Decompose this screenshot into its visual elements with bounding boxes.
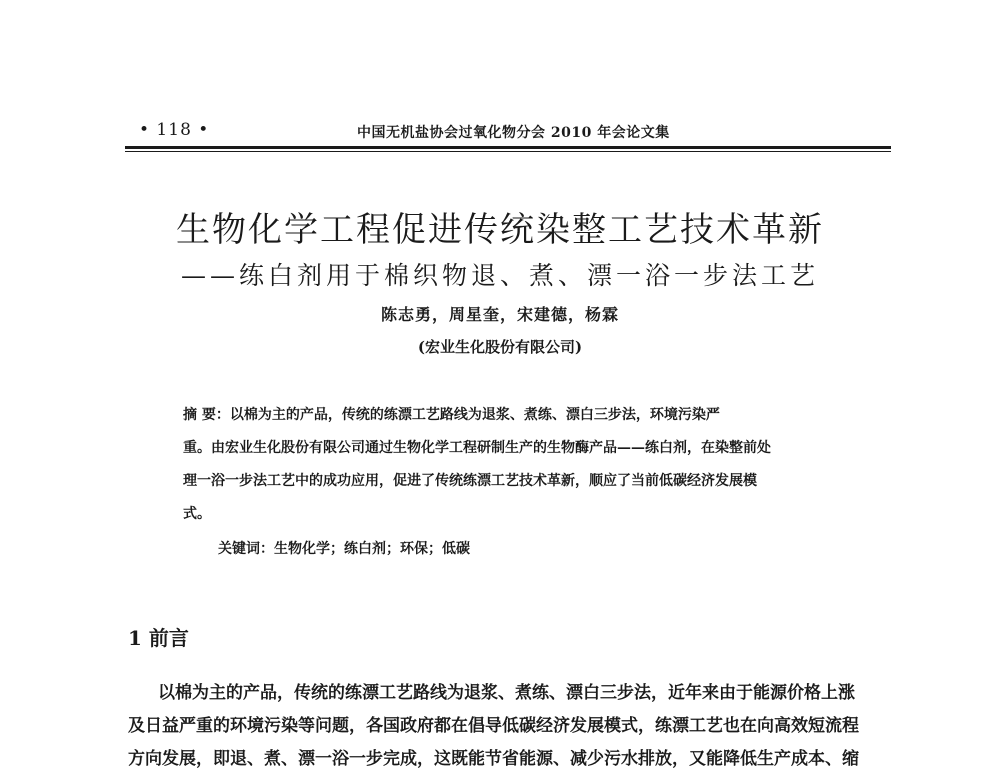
body-text-line: 及日益严重的环境污染等问题，各国政府都在倡导低碳经济发展模式，练漂工艺也在向高效短流程 — [128, 716, 859, 736]
header-rule-thick — [125, 146, 891, 149]
abstract-line: 摘 要：以棉为主的产品，传统的练漂工艺路线为退浆、煮练、漂白三步法，环境污染严 — [183, 407, 720, 423]
header-rule-thin — [125, 151, 891, 152]
keywords: 关键词：生物化学；练白剂；环保；低碳 — [218, 541, 470, 557]
abstract-line: 理一浴一步法工艺中的成功应用，促进了传统练漂工艺技术革新，顺应了当前低碳经济发展模 — [183, 473, 757, 489]
running-header-title: 中国无机盐协会过氧化物分会 2010 年会论文集 — [357, 125, 670, 141]
abstract-line: 重。由宏业生化股份有限公司通过生物化学工程研制生产的生物酶产品——练白剂，在染整前处 — [183, 440, 771, 456]
author-list: 陈志勇，周星奎，宋建德，杨霖 — [380, 305, 619, 324]
body-text-line: 方向发展，即退、煮、漂一浴一步完成，这既能节省能源、减少污水排放，又能降低生产成本、缩 — [128, 749, 859, 769]
article-title: 生物化学工程促进传统染整工艺技术革新 — [176, 210, 824, 250]
section-heading: 1 前言 — [128, 626, 189, 650]
article-subtitle: ——练白剂用于棉织物退、煮、漂一浴一步法工艺 — [180, 261, 819, 290]
page-number: • 118 • — [139, 120, 210, 140]
abstract-line: 式。 — [183, 506, 211, 522]
body-text-line: 以棉为主的产品，传统的练漂工艺路线为退浆、煮练、漂白三步法，近年来由于能源价格上涨 — [158, 683, 855, 703]
affiliation: (宏业生化股份有限公司) — [417, 338, 583, 356]
